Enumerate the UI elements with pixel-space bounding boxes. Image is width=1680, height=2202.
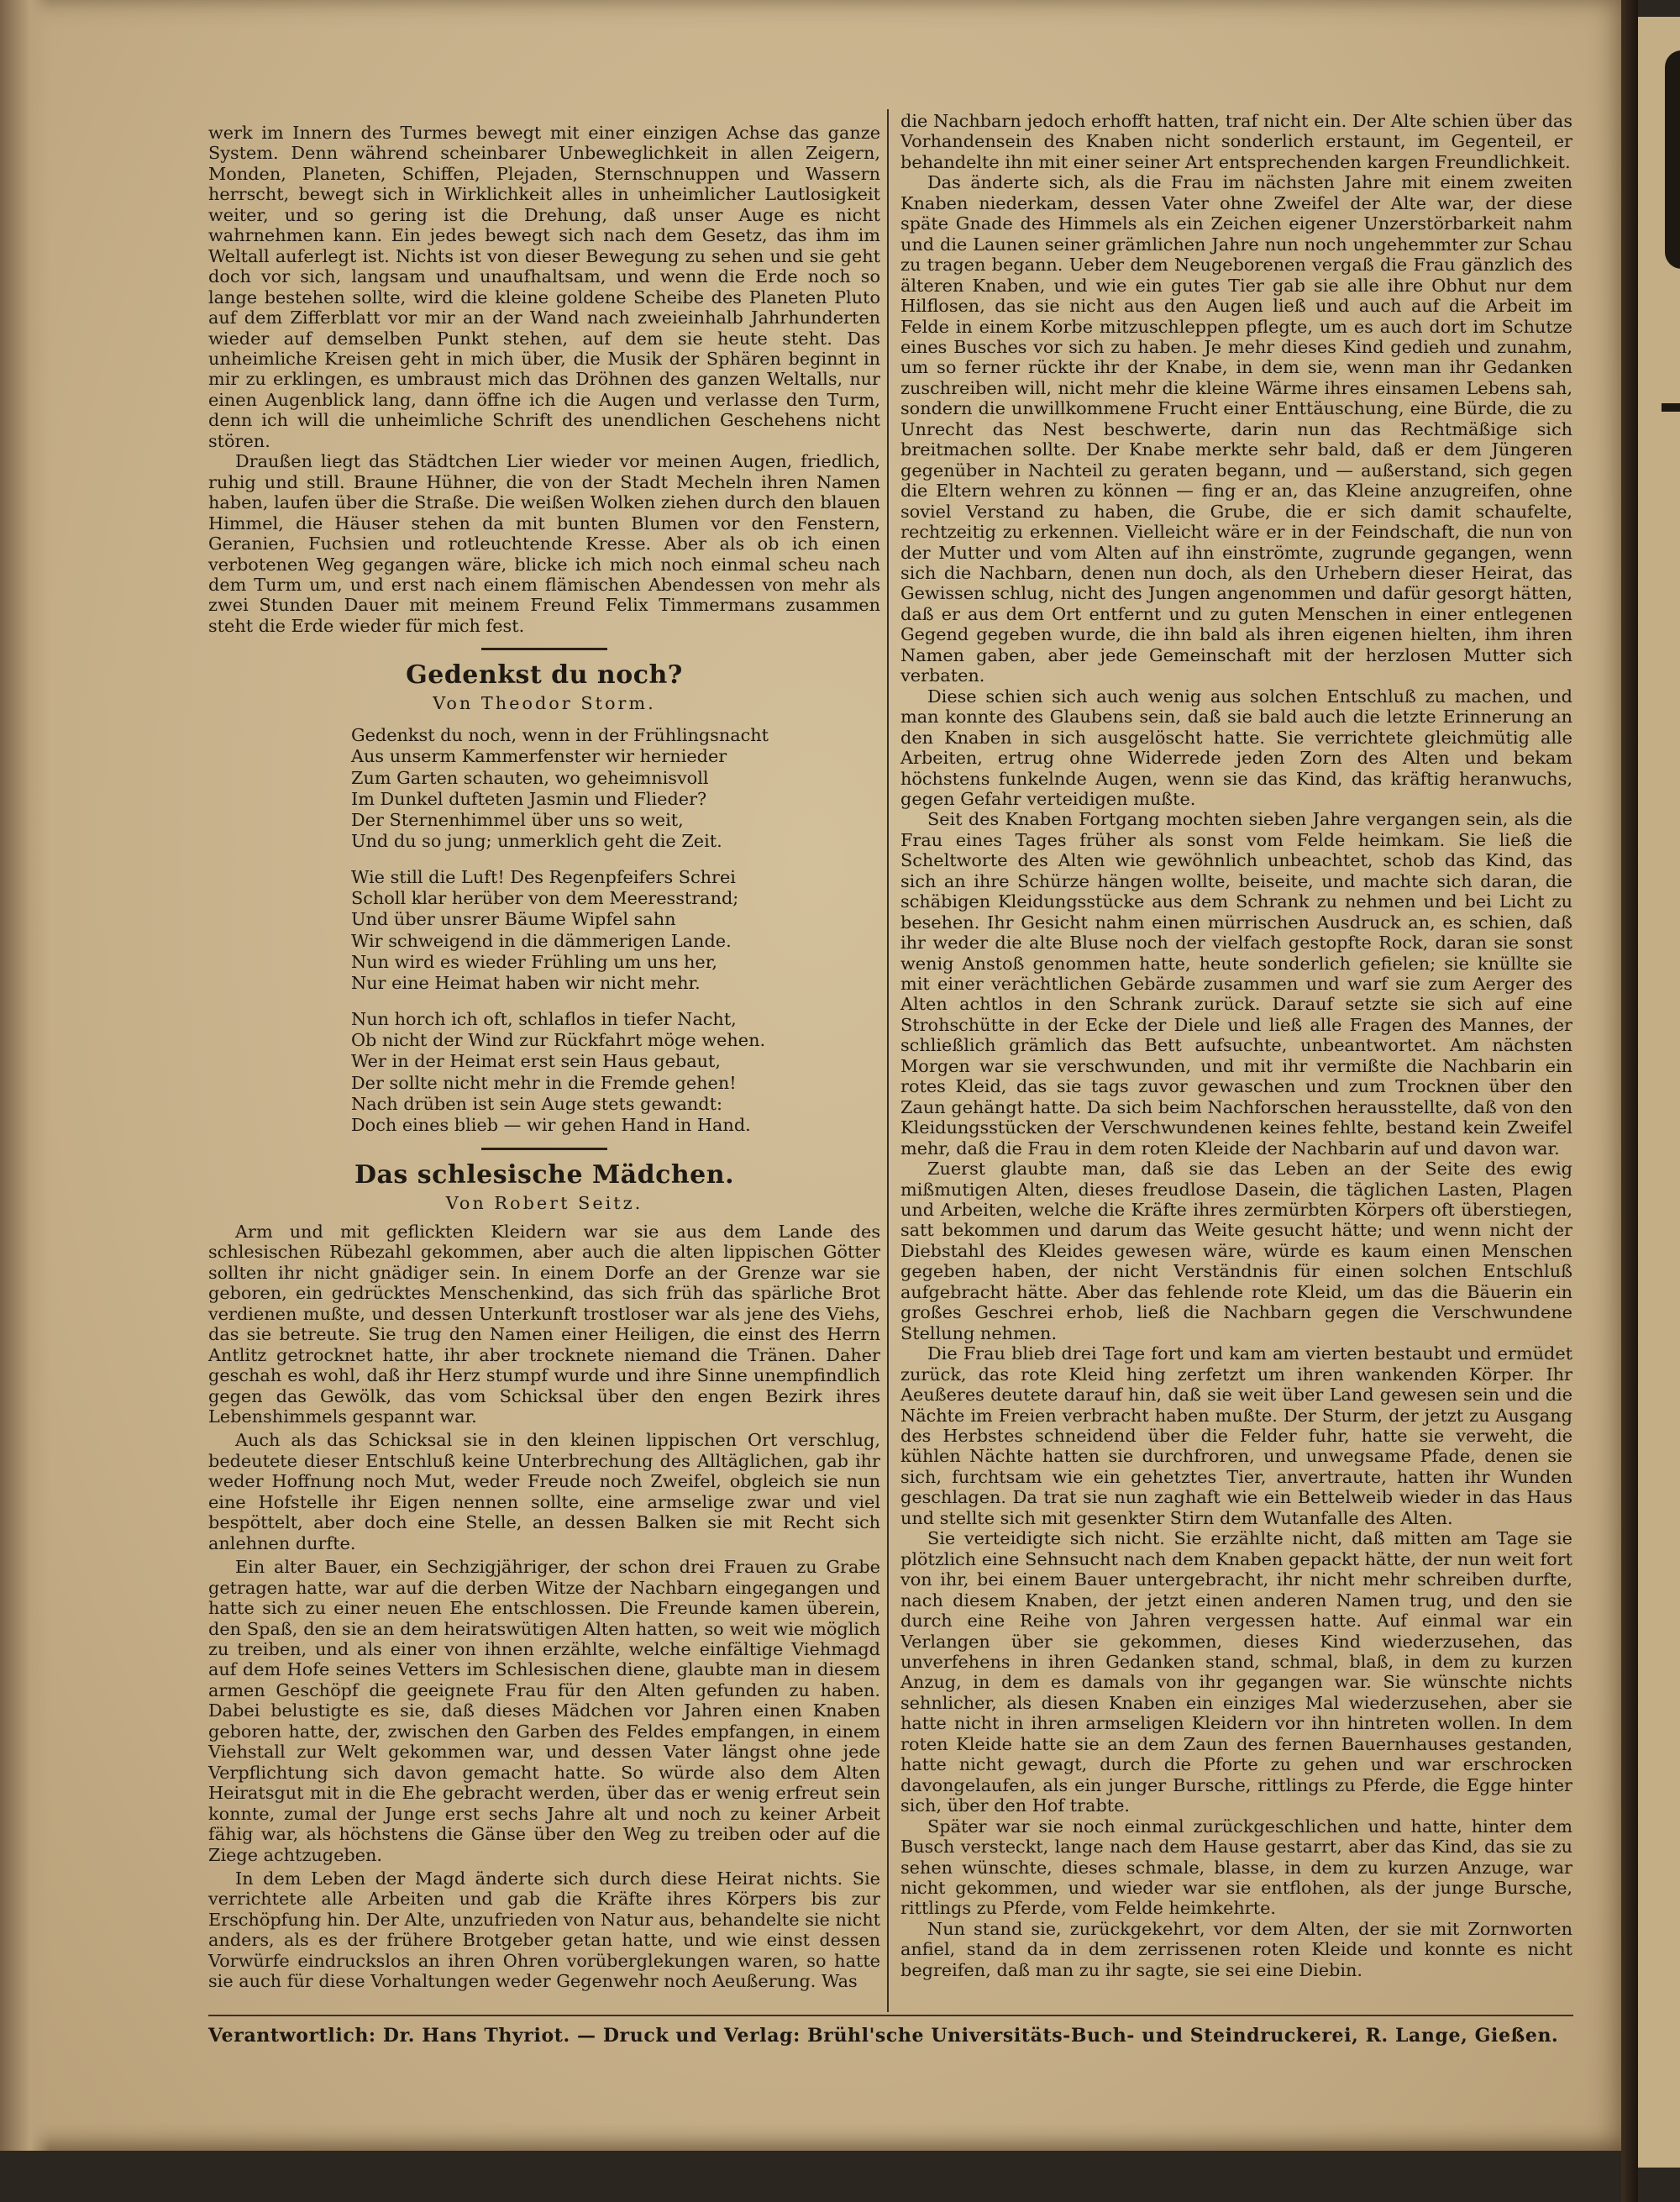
story-paragraph: Das änderte sich, als die Frau im nächsten Jahre mit einem zweiten Knaben niederkam, dessen Vater ohne Zweifel der Alte war, der diese späte Gnade des Himmels als ein Zeichen eigener Unzerstörbarkeit nahm und die Launen seiner grämlichen Jahre nun noch ungehemmter zur Schau zu tragen begann. Ueber dem Neugeborenen vergaß die Frau gänzlich des älteren Knaben, und wie ein gutes Tier gab sie alle ihre Obhut nur dem Hilflosen, das sie nicht aus den Augen ließ und auch auf die Arbeit im Felde in einem Korbe mitzuschleppen pflegte, um es auch dort im Schutze eines Busches vor sich zu haben. Je mehr dieses Kind gedieh und zunahm, um so ferner rückte ihr der Knabe, in dem sie, wenn man ihr Gedanken zuschreiben will, nicht mehr die kleine Wärme ihres einsamen Lebens sah, sondern die unwillkommene Frucht einer Enttäuschung, eine Bürde, die zu Unrecht das Nest beschwerte, darin nun das Rechtmäßige sich breitmachen sollte. Der Knabe merkte sehr bald, daß er dem Jüngeren gegenüber in Nachteil zu geraten begann, und — außerstand, sich gegen die Eltern wehren zu können — fing er an, das Kleine anzugreifen, ohne soviel Verstand zu haben, die Grube, die er sich damit schaufelte, rechtzeitig zu erkennen. Vielleicht wäre er in der Feindschaft, die nun von der Mutter und vom Alten auf ihn einströmte, zugrunde gegangen, wenn sich die Nachbarn, denen nun doch, als den Urhebern dieser Heirat, das Gewissen schlug, nicht des Jungen angenommen und dafür gesorgt hätten, daß er aus dem Ort entfernt und zu guten Menschen in einer entlegenen Gegend gegeben wurde, die ihn bald als ihren eigenen hielten, ihm ihren Namen gaben, aber jede Gemeinschaft mit der herzlosen Mutter sich verbaten. [900, 172, 1572, 686]
book-spine [1621, 0, 1638, 2202]
story-paragraph: In dem Leben der Magd änderte sich durch diese Heirat nichts. Sie verrichtete alle Arbeiten und gab die Kräfte ihres Körpers bis zur Erschöpfung hin. Der Alte, unzufrieden von Natur aus, behandelte sie nicht anders, als es der frühere Brotgeber getan hatte, und wie einst dessen Vorwürfe eindruckslos an ihren Ohren vorüberglekungen waren, so hatte sie auch für diese Vorhaltungen weder Gegenwehr noch Aeußerung. Was [208, 1868, 880, 1992]
right-column [900, 111, 1572, 1980]
left-column [208, 123, 880, 1992]
poem-stanza: Gedenkst du noch, wenn in der Frühlingsnacht Aus unserm Kammerfenster wir hernieder Zum Garten schauten, wo geheimnisvoll Im Dunkel dufteten Jasmin und Flieder? Der Sternenhimmel über uns so weit, Und du so jung; unmerklich geht die Zeit. [351, 725, 769, 852]
intro-paragraph: Draußen liegt das Städtchen Lier wieder vor meinen Augen, friedlich, ruhig und still. Braune Hühner, die von der Stadt Mecheln ihren Namen haben, laufen über die Straße. Die weißen Wolken ziehen durch den blauen Himmel, die Häuser stehen da mit bunten Blumen vor den Fenstern, Geranien, Fuchsien und rotleuchtende Kresse. Aber als ob ich einen verbotenen Weg gegangen wäre, blicke ich mich noch einmal scheu nach dem Turm um, und erst nach einem flämischen Abendessen von mehr als zwei Stunden Dauer mit meinem Freund Felix Timmermans zusammen steht die Erde wieder für mich fest. [208, 451, 880, 636]
story-paragraph: Nun stand sie, zurückgekehrt, vor dem Alten, der sie mit Zornworten anfiel, stand da in dem zerrissenen roten Kleide und konnte es nicht begreifen, daß man zu ihr sagte, sie sei eine Diebin. [900, 1918, 1572, 1980]
story-paragraph: Ein alter Bauer, ein Sechzigjähriger, der schon drei Frauen zu Grabe getragen hatte, war auf die derben Witze der Nachbarn eingegangen und hatte sich zu einer neuen Ehe entschlossen. Die Freunde kamen überein, den Spaß, den sie an dem heiratswütigen Alten hatten, so weit wie möglich zu treiben, und als einer von ihnen erzählte, welche einfältige Viehmagd auf dem Hofe seines Vetters im Schlesischen diene, glaubte man in diesem armen Geschöpf die geeignete Frau für den Alten gefunden zu haben. Dabei belustigte es sie, daß dieses Mädchen vor Jahren einen Knaben geboren hatte, der, zwischen den Garben des Feldes empfangen, in einem Viehstall zur Welt gekommen war, und dessen Vater längst ohne jede Verpflichtung sich davon gemacht hatte. So würde also dem Alten Heiratsgut mit in die Ehe gebracht werden, über das er wenig erfreut sein konnte, zumal der Junge erst sechs Jahre alt und noch zu keiner Arbeit fähig war, als höchstens die Gänse über den Weg zu treiben oder auf die Ziege achtzugeben. [208, 1557, 880, 1865]
poem-title: Gedenkst du noch? [406, 660, 683, 691]
next-page-headline-fragment [1665, 50, 1680, 269]
story-paragraph: Später war sie noch einmal zurückgeschlichen und hatte, hinter dem Busch versteckt, lange nach dem Hause gestarrt, aber das Kind, das sie zu sehen wünschte, dieses schmale, blasse, in dem zu kurzen Anzuge, war nicht gekommen, und wieder war sie entflohen, als der junge Bursche, rittlings zu Pferde, vom Felde heimkehrte. [900, 1816, 1572, 1919]
poem-stanza: Nun horch ich oft, schlaflos in tiefer Nacht, Ob nicht der Wind zur Rückfahrt möge wehen. Wer in der Heimat erst sein Haus gebaut, Der sollte nicht mehr in die Fremde gehen! Nach drüben ist sein Auge stets gewandt: Doch eines blieb — wir gehen Hand in Hand. [351, 1009, 766, 1135]
poem-stanza: Wie still die Luft! Des Regenpfeifers Schrei Scholl klar herüber von dem Meeresstrand; Und über unsrer Bäume Wipfel sahn Wir schweigend in die dämmerigen Lande. Nun wird es wieder Frühling um uns her, Nur eine Heimat haben wir nicht mehr. [351, 867, 739, 993]
next-page-rule [1662, 403, 1680, 412]
story-paragraph: Arm und mit geflickten Kleidern war sie aus dem Lande des schlesischen Rübezahl gekommen, aber auch die alten lippischen Götter sollten ihr nicht gnädiger sein. In einem Dorfe an der Grenze war sie geboren, ein gedrücktes Menschenkind, das sich früh das spärliche Brot verdienen mußte, und dessen Unterkunft trostloser war als jene des Viehs, das sie betreute. Sie trug den Namen einer Heiligen, die einst des Herrn Antlitz getrocknet hatte, ihr aber trocknete niemand die Tränen. Daher geschah es wohl, daß ihr Herz stumpf wurde und ihre Sinne unempfindlich gegen das Gewölk, das vom Schicksal über den engen Bezirk ihres Lebenshimmels gespannt war. [208, 1221, 880, 1427]
column-divider [887, 109, 889, 2012]
poem-author: Von Theodor Storm. [433, 692, 656, 713]
imprint-footer: Verantwortlich: Dr. Hans Thyriot. — Druck und Verlag: Brühl'sche Universitäts-Buch- und Steindruckerei, R. Lange, Gießen. [208, 2025, 1559, 2047]
story-paragraph: die Nachbarn jedoch erhofft hatten, traf nicht ein. Der Alte schien über das Vorhandensein des Knaben nicht sonderlich erstaunt, im Gegenteil, er behandelte ihn mit einer seiner Art entsprechenden kargen Freundlichkeit. [900, 111, 1572, 172]
next-page-edge [1638, 17, 1680, 2168]
story-paragraph: Auch als das Schicksal sie in den kleinen lippischen Ort verschlug, bedeutete dieser Entschluß keine Unterbrechung des Alltäglichen, gab ihr weder Hoffnung noch Mut, weder Freude noch Zweifel, obgleich sie nun eine Hofstelle ihr Eigen nennen sollte, eine armselige zwar und viel bespöttelt, aber doch eine Stelle, an dessen Balken sie mit Recht sich anlehnen durfte. [208, 1430, 880, 1553]
story-paragraph: Die Frau blieb drei Tage fort und kam am vierten bestaubt und ermüdet zurück, das rote Kleid hing zerfetzt um ihren wankenden Körper. Ihr Aeußeres deutete darauf hin, daß sie weit über Land gewesen sein und die Nächte im Freien verbracht haben mußte. Der Sturm, der jetzt zu Ausgang des Herbstes schneidend über die Felder fuhr, hatte sie verweht, die kühlen Nächte hatten sie durchfroren, und unwegsame Pfade, denen sie sich, furchtsam wie ein gehetztes Tier, anvertraute, hatten ihr Wunden geschlagen. Da trat sie nun zaghaft wie ein Bettelweib wieder in das Haus und stellte sich mit gesenkter Stirn dem Wutanfalle des Alten. [900, 1343, 1572, 1528]
section-rule [481, 648, 607, 650]
story-paragraph: Sie verteidigte sich nicht. Sie erzählte nicht, daß mitten am Tage sie plötzlich eine Sehnsucht nach dem Knaben gepackt hätte, der nun weit fort von ihr, bei einem Bauer untergebracht, ihr nicht mehr schreiben durfte, nach diesem Knaben, der jetzt einen anderen Namen trug, und den sie durch eine Reihe von Jahren vergessen hatte. Auf einmal war ein Verlangen über sie gekommen, dieses Kind wiederzusehen, das unverfehens in ihren Gedanken stand, schmal, blaß, in dem zu kurzen Anzug, in dem es damals von ihr gegangen war. Sie wünschte nichts sehnlicher, als diesen Knaben ein einziges Mal wiederzusehen, aber sie hatte nicht in ihren armseligen Kleidern vor ihn hintreten wollen. In dem roten Kleide hatte sie an dem Zaun des fernen Bauernhauses gestanden, hatte nicht gewagt, durch die Pforte zu gehen und war erschrocken davongelaufen, als ein junger Bursche, rittlings zu Pferde, die Egge hinter sich, über den Hof trabte. [900, 1528, 1572, 1816]
story-author: Von Robert Seitz. [445, 1192, 643, 1213]
story-paragraph: Seit des Knaben Fortgang mochten sieben Jahre vergangen sein, als die Frau eines Tages früher als sonst vom Felde heimkam. Sie ließ die Scheltworte des Alten wie gewöhnlich unbeachtet, schob das Kind, das sich an ihre Schürze hängen wollte, beiseite, und machte sich daran, die schäbigen Kleidungsstücke aus dem Schrank zu nehmen und bei Licht zu besehen. Ihr Gesicht nahm einen mürrischen Ausdruck an, es schien, daß ihr weder die alte Bluse noch der vielfach gestopfte Rock, daran sie sonst wenig Anstoß genommen hatte, heute sonderlich gefielen; sie knüllte sie mit einer verächtlichen Gebärde zusammen und warf sie zum Aerger des Alten achtlos in den Schrank zurück. Darauf setzte sie sich auf eine Strohschütte in der Ecke der Diele und ließ alle Fragen des Mannes, der schließlich grämlich das Bett aufsuchte, unbeantwortet. Am nächsten Morgen war sie verschwunden, und mit ihr vermißte die Nachbarin ein rotes Kleid, das sie tags zuvor gewaschen und zum Trocknen über den Zaun gehängt hatte. Da sich beim Nachforschen herausstellte, daß von den Kleidungsstücken der Verschwundenen keines fehlte, bestand kein Zweifel mehr, daß die Frau in dem roten Kleide der Nachbarin auf und davon war. [900, 809, 1572, 1159]
section-rule [481, 1148, 607, 1150]
story-paragraph: Zuerst glaubte man, daß sie das Leben an der Seite des ewig mißmutigen Alten, dieses freudlose Dasein, die täglichen Lasten, Plagen und Arbeiten, welche die Kräfte ihres zermürbten Körpers oft überstiegen, satt bekommen und darum das Weite gesucht hätte; und wenn nicht der Diebstahl des Kleides gewesen wäre, würde es kaum einen Menschen gegeben haben, der nicht Verständnis für einen solchen Entschluß aufgebracht hätte. Aber das fehlende rote Kleid, um das die Bäuerin ein großes Geschrei erhob, ließ die Nachbarn gegen die Verschwundene Stellung nehmen. [900, 1159, 1572, 1343]
footer-rule [208, 2015, 1573, 2016]
intro-paragraph: werk im Innern des Turmes bewegt mit einer einzigen Achse das ganze System. Denn während scheinbarer Unbeweglichkeit in allen Zeigern, Monden, Planeten, Schiffen, Plejaden, Sternschnuppen und Wassern herrscht, bewegt sich in Wirklichkeit alles in unheimlicher Lautlosigkeit weiter, und so gering ist die Drehung, daß unser Auge es nicht wahrnehmen kann. Ein jedes bewegt sich nach dem Gesetz, das ihm im Weltall auferlegt ist. Nichts ist von dieser Bewegung zu sehen und sie geht doch vor sich, langsam und unaufhaltsam, und wenn die Erde noch so lange bestehen sollte, wird die kleine goldene Scheibe des Planeten Pluto auf dem Zifferblatt vor mir an der Wand nach zweieinhalb Jahrhunderten wieder auf demselben Punkt stehen, auf dem sie heute steht. Das unheimliche Kreisen geht in mich über, die Musik der Sphären beginnt in mir zu erklingen, es umbraust mich das Dröhnen des ganzen Weltalls, nur einen Augenblick lang, dann öffne ich die Augen und verlasse den Turm, denn ich will die unheimliche Schrift des unendlichen Geschehens nicht stören. [208, 123, 880, 451]
story-paragraph: Diese schien sich auch wenig aus solchen Entschluß zu machen, und man konnte des Glaubens sein, daß sie bald auch die letzte Erinnerung an den Knaben in sich ausgelöscht hatte. Sie verrichtete gleichmütig alle Arbeiten, ertrug ohne Widerrede jeden Zorn des Alten und bekam höchstens funkelnde Augen, wenn sie das Kind, das kräftig heranwuchs, gegen Gefahr verteidigen mußte. [900, 686, 1572, 809]
page-left-edge [0, 0, 50, 2151]
story-title: Das schlesische Mädchen. [354, 1160, 735, 1190]
